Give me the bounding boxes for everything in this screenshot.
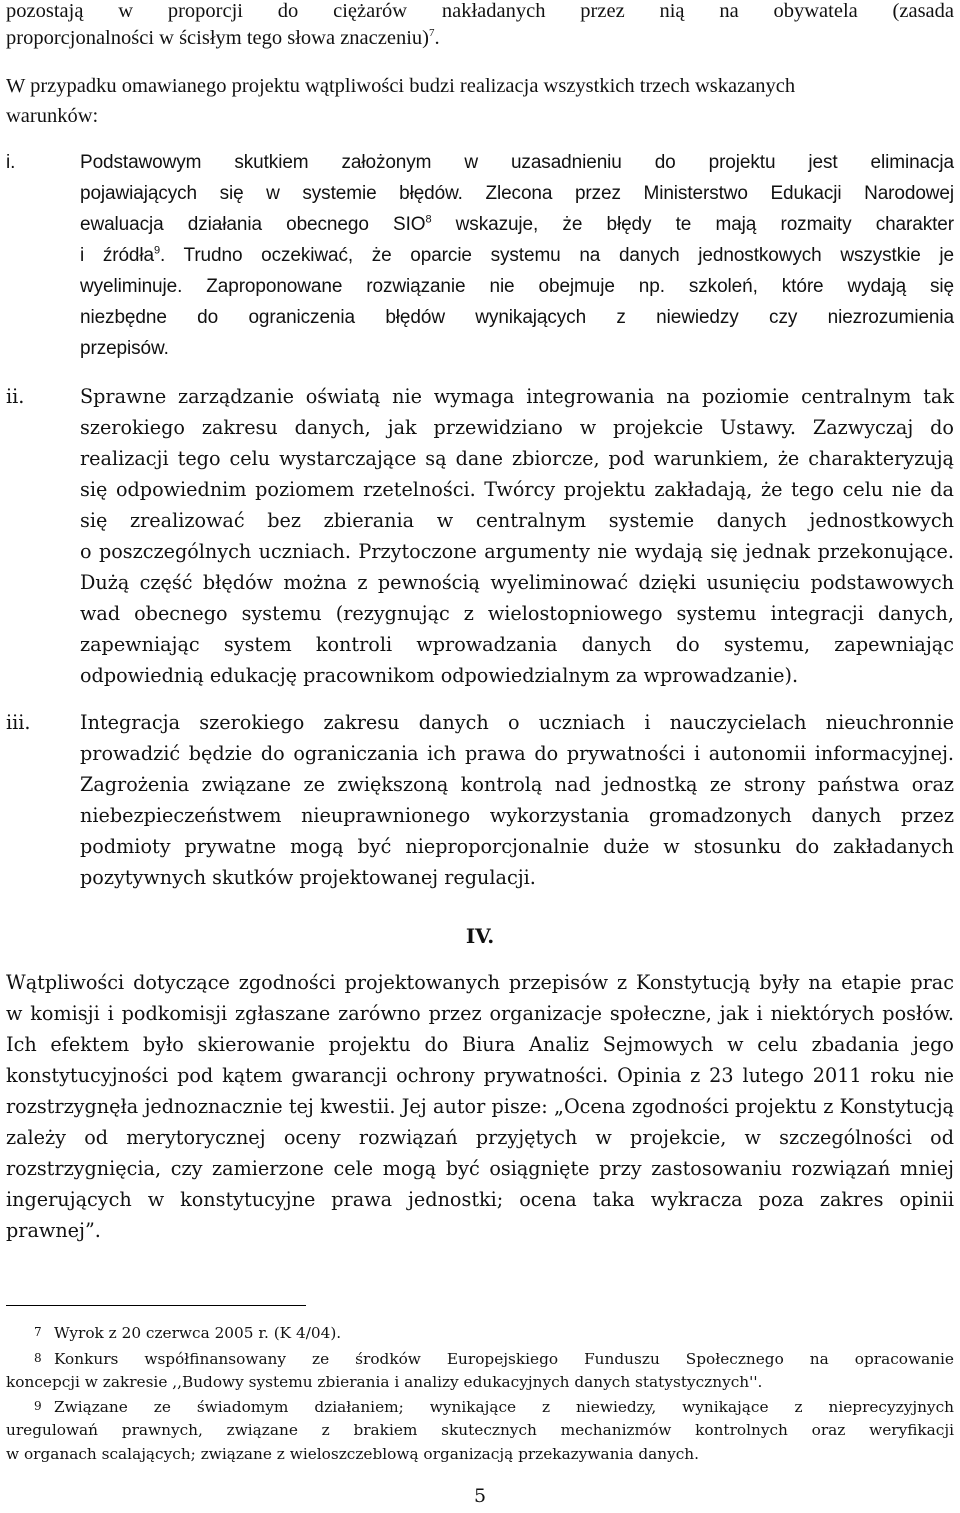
section-line: prawnej”. [6, 1219, 101, 1242]
item-ii-line: szerokiego zakresu danych, jak przewidziano w projekcie Ustawy. Zazwyczaj do [80, 416, 954, 439]
section-heading: IV. [465, 924, 495, 948]
item-iii-line: Integracja szerokiego zakresu danych o uczniach i nauczycielach nieuchronnie [80, 711, 954, 734]
item-iii-line: prowadzić będzie do ograniczania ich prawa do prywatności i autonomii informacyjnej. [80, 742, 954, 765]
item-i-marker: i. [6, 152, 16, 173]
item-ii-line: o poszczególnych uczniach. Przytoczone argumenty nie wydają się jednak przekonujące. [80, 540, 954, 563]
footnote-8: 8 Konkurs współfinansowany ze środków Europejskiego Funduszu Społecznego na opracowanie [6, 1348, 954, 1369]
intro-line-4: warunków: [6, 105, 99, 127]
item-ii-marker: ii. [6, 385, 25, 408]
section-line: Ich efektem było skierowanie projektu do Biura Analiz Sejmowych w celu zbadania jego [6, 1033, 954, 1056]
intro-line-3: W przypadku omawianego projektu wątpliwości budzi realizacja wszystkich trzech wskazanych [6, 75, 796, 97]
footnote-ref-9: 9 [153, 244, 160, 257]
section-line: zależy od merytorycznej oceny rozwiązań przyjętych w projekcie, w szczególności od [6, 1126, 954, 1149]
item-iii-line: niebezpieczeństwem nieuprawnionego wykorzystania gromadzonych danych przez [80, 804, 954, 827]
item-ii-line: odpowiednią edukację pracownikom odpowiedzialnym za wprowadzanie). [80, 664, 799, 687]
item-ii-line: wad obecnego systemu (rezygnując z wielostopniowego systemu integracji danych, [80, 602, 954, 625]
footnote-9: 9 Związane ze świadomym działaniem; wynikające z niewiedzy, wynikające z nieprecyzyjnych [6, 1396, 954, 1417]
section-line: rozstrzygnięcia, czy zamierzone cele mogą być osiągnięte przy zastosowaniu rozwiązań mniej [6, 1157, 954, 1180]
footnote-number: 8 [34, 1351, 42, 1365]
footnote-9-cont: uregulowań prawnych, związane z brakiem skutecznych mechanizmów kontrolnych oraz weryfikacji [6, 1421, 954, 1439]
intro-line-1: pozostają w proporcji do ciężarów nakładanych przez nią na obywatela (zasada [6, 0, 954, 22]
footnote-8-cont: koncepcji w zakresie ,,Budowy systemu zbierania i analizy edukacyjnych danych statystycznych''. [6, 1373, 763, 1391]
footnote-7: 7 Wyrok z 20 czerwca 2005 r. (K 4/04). [6, 1322, 954, 1343]
item-ii-line: zapewniając system kontroli wprowadzania danych do systemu, zapewniając [80, 633, 954, 656]
footnote-number: 7 [34, 1325, 42, 1339]
item-i-line: pojawiających się w systemie błędów. Zlecona przez Ministerstwo Edukacji Narodowej [80, 183, 954, 204]
item-i-line: ewaluacja działania obecnego SIO$^8$ wskazuje, że błędy te mają rozmaity charakter [80, 213, 954, 235]
section-line: rozstrzygnęła jednoznacznie tej kwestii. Jej autor pisze: „Ocena zgodności projektu z Konstytucją [6, 1095, 954, 1118]
item-ii-line: się odpowiednim poziomem rzetelności. Twórcy projektu zakładają, że tego celu nie da [80, 478, 954, 501]
item-iii-marker: iii. [6, 711, 31, 734]
item-ii-line: Dużą część błędów można z pewnością wyeliminować dzięki usunięciu podstawowych [80, 571, 954, 594]
footnote-ref-8: 8 [425, 213, 432, 226]
intro-line-2: proporcjonalności w ścisłym tego słowa znaczeniu)$^7$. [6, 27, 440, 49]
item-i-line: i źródła$^9$. Trudno oczekiwać, że oparcie systemu na danych jednostkowych wszystkie je [80, 244, 954, 266]
item-iii-line: pozytywnych skutków projektowanej regulacji. [80, 866, 536, 889]
section-line: konstytucyjności pod kątem gwarancji ochrony prywatności. Opinia z 23 lutego 2011 roku nie [6, 1064, 954, 1087]
footnote-ref-7: 7 [428, 27, 435, 40]
item-ii-line: Sprawne zarządzanie oświatą nie wymaga integrowania na poziomie centralnym tak [80, 385, 954, 408]
footnote-9-cont: w organach scalających; związane z wieloszczeblową organizacją przekazywania danych. [6, 1445, 700, 1463]
item-i-line: wyeliminuje. Zaproponowane rozwiązanie nie obejmuje np. szkoleń, które wydają się [80, 276, 954, 297]
section-line: ingerujących w konstytucyjne prawa jednostki; ocena taka wykracza poza zakres opinii [6, 1188, 954, 1211]
item-i-line: przepisów. [80, 338, 169, 359]
item-i-line: Podstawowym skutkiem założonym w uzasadnieniu do projektu jest eliminacja [80, 152, 954, 173]
item-ii-line: się zrealizować bez zbierania w centralnym systemie danych jednostkowych [80, 509, 954, 532]
item-i-line: niezbędne do ograniczenia błędów wynikających z niewiedzy czy niezrozumienia [80, 307, 954, 328]
item-iii-line: podmioty prywatne mogą być nieproporcjonalnie duże w stosunku do zakładanych [80, 835, 954, 858]
page-number: 5 [473, 1485, 487, 1507]
section-line: w komisji i podkomisji zgłaszane zarówno przez organizacje społeczne, jak i niektórych posłów. [6, 1002, 954, 1025]
footnote-number: 9 [34, 1399, 42, 1413]
footnote-separator [6, 1305, 306, 1306]
item-iii-line: Zagrożenia związane ze zwiększoną kontrolą nad jednostką ze strony państwa oraz [80, 773, 954, 796]
item-ii-line: realizacji tego celu wystarczające są dane zbiorcze, pod warunkiem, że charakteryzują [80, 447, 954, 470]
section-line: Wątpliwości dotyczące zgodności projektowanych przepisów z Konstytucją były na etapie prac [6, 971, 954, 994]
